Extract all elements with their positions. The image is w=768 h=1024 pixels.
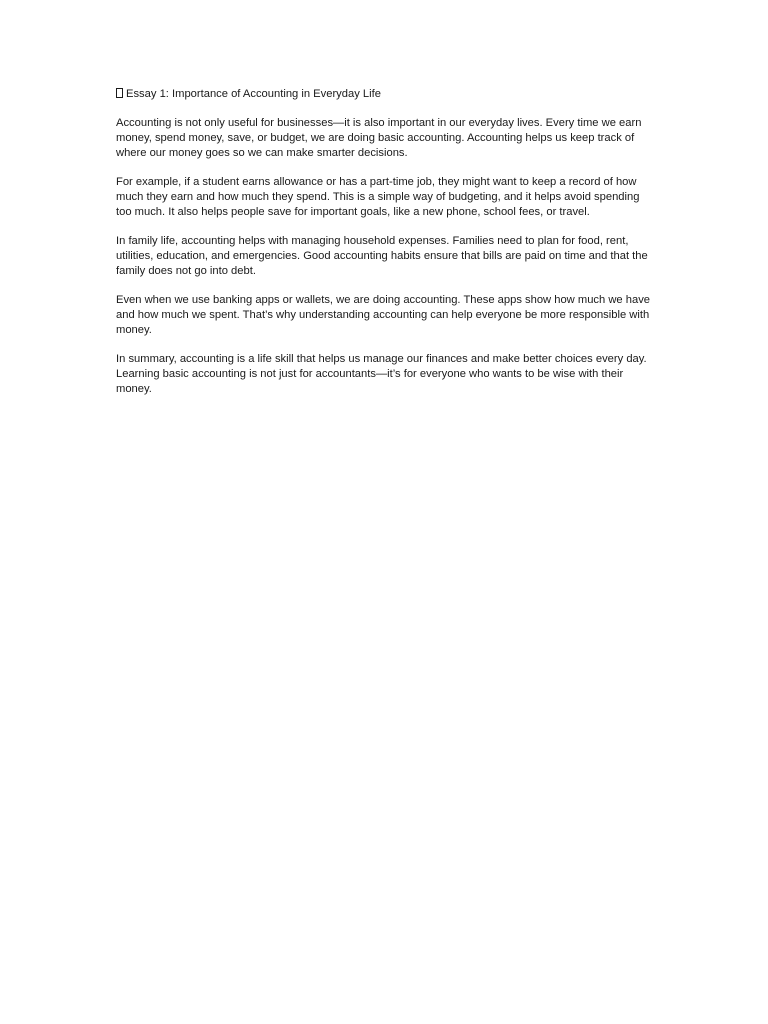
- paragraph-2: For example, if a student earns allowance or has a part-time job, they might want to keep a record of how much they earn and how much they spend. This is a simple way of budgeting, and it helps avoid spending too much. It also helps people save for important goals, like a new phone, school fees, or travel.: [116, 176, 640, 218]
- paragraph-3: In family life, accounting helps with managing household expenses. Families need to plan for food, rent, utilities, education, and emergencies. Good accounting habits ensure that bills are paid on time and that the family does not go into debt.: [116, 235, 648, 277]
- paragraph-1: Accounting is not only useful for businesses—it is also important in our everyday lives. Every time we earn money, spend money, save, or budget, we are doing basic accounting. Accounting helps us keep track of where our money goes so we can make smarter decisions.: [116, 117, 642, 159]
- essay-title-line: [116, 87, 656, 102]
- paragraph-4: Even when we use banking apps or wallets, we are doing accounting. These apps show how much we have and how much we spent. That’s why understanding accounting can help everyone be more responsible with money.: [116, 294, 651, 336]
- paragraph-5: In summary, accounting is a life skill that helps us manage our finances and make better choices every day. Learning basic accounting is not just for accountants—it’s for everyone who wants to be wise with their money.: [116, 353, 647, 395]
- missing-glyph-icon: [116, 88, 123, 98]
- document-body: [116, 87, 656, 411]
- essay-title: Essay 1: Importance of Accounting in Everyday Life: [126, 88, 381, 100]
